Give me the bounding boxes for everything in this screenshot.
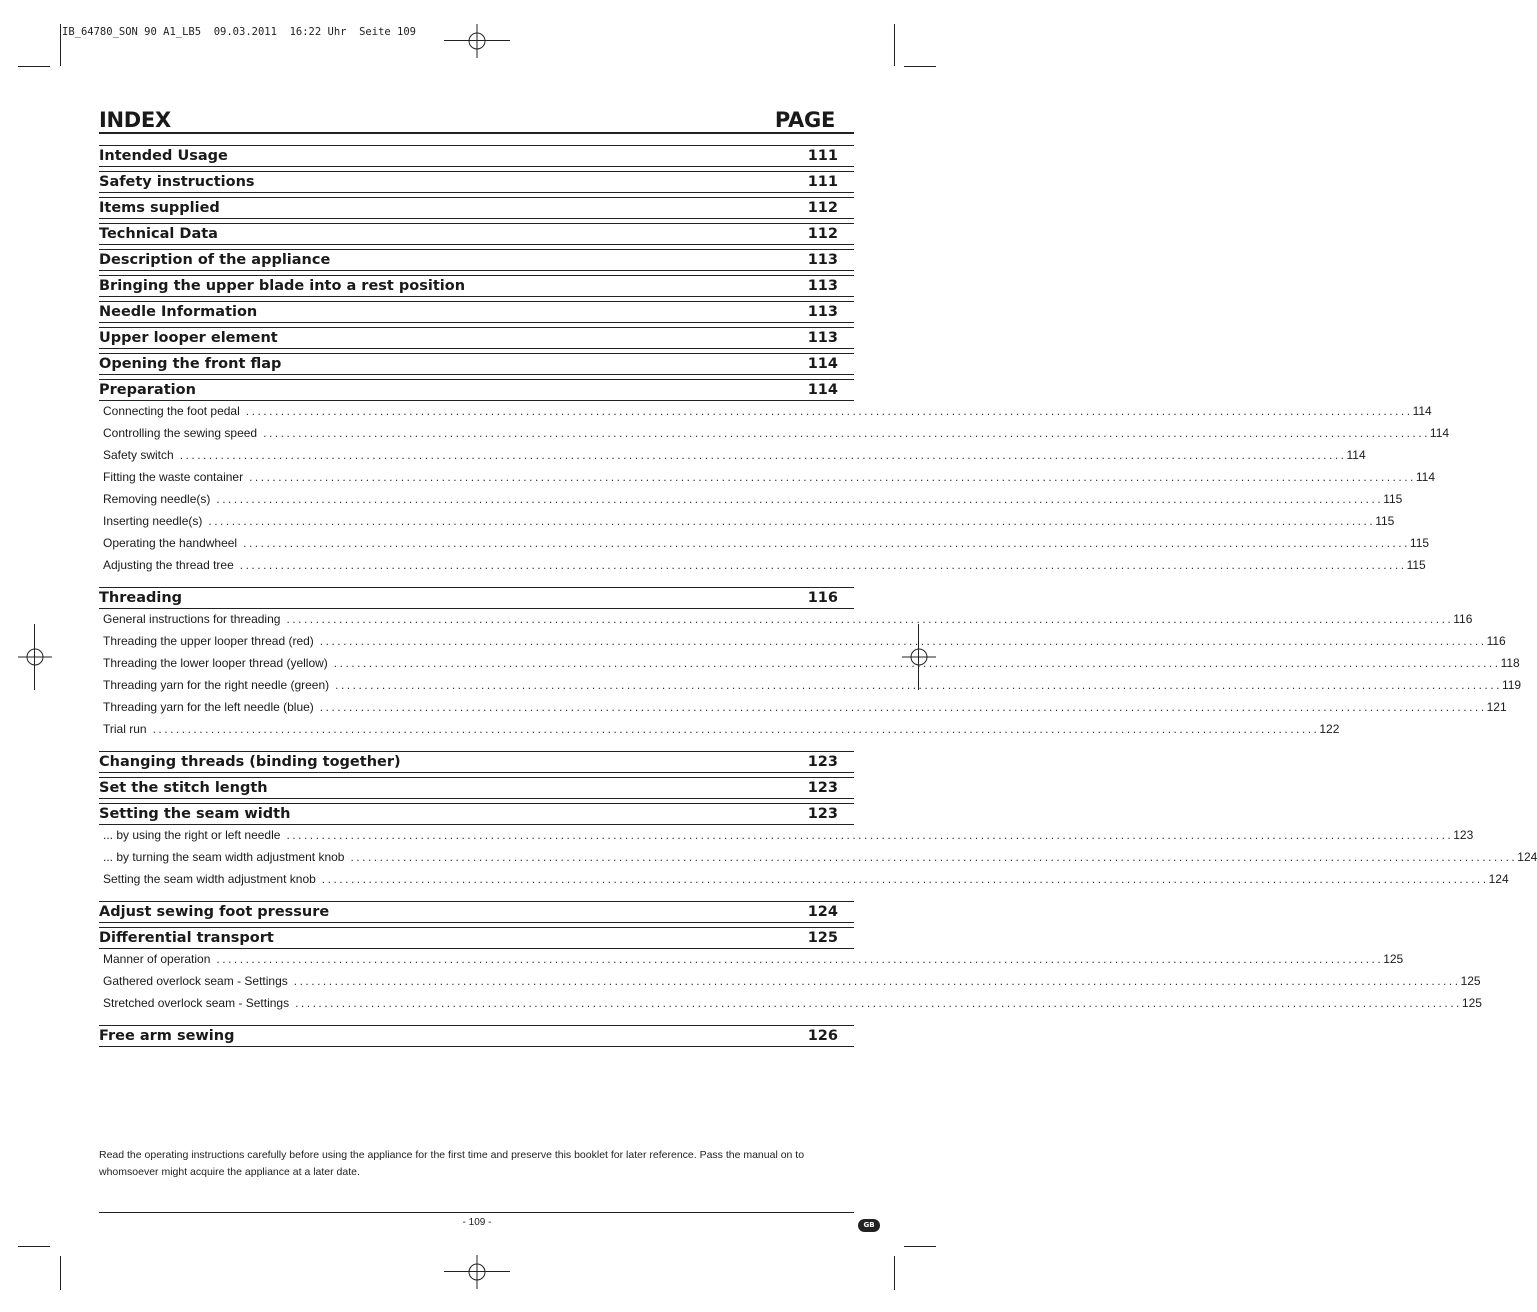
toc-sub-entry xyxy=(103,721,1340,737)
toc-sub-entry xyxy=(103,633,1506,649)
crop-mark xyxy=(894,1256,895,1290)
toc-sub-entry xyxy=(103,655,1520,671)
toc-entry-page: 113 xyxy=(807,278,838,294)
toc-entry-label: Stretched overlock seam - Settings xyxy=(103,996,290,1010)
dot-leader: ........................................................................................................................................................................................................ xyxy=(216,952,1384,966)
toc-entry-label: Connecting the foot pedal xyxy=(103,404,240,418)
toc-main-entry xyxy=(99,1025,854,1047)
toc-main-entry xyxy=(99,777,854,799)
toc-main-entry xyxy=(99,901,854,923)
toc-sub-entry xyxy=(103,491,1403,507)
toc-entry-page: 114 xyxy=(1412,404,1432,418)
toc-entry-page: 114 xyxy=(1429,426,1450,440)
toc-entry-label: Description of the appliance xyxy=(99,252,331,268)
toc-entry-page: 115 xyxy=(1383,492,1403,506)
toc-sub-entry xyxy=(103,951,1404,967)
toc-entry-label: Controlling the sewing speed xyxy=(103,426,258,440)
toc-sub-entry xyxy=(103,403,1432,419)
crop-mark xyxy=(18,66,50,67)
toc-sub-entry xyxy=(103,995,1482,1011)
footer-rule xyxy=(99,1212,854,1213)
toc-main-entry xyxy=(99,249,854,271)
toc-main-entry xyxy=(99,223,854,245)
header-rule xyxy=(99,132,854,134)
registration-mark-icon xyxy=(460,24,494,58)
toc-entry-page: 118 xyxy=(1500,656,1520,670)
registration-mark-icon xyxy=(18,640,52,674)
toc-main-entry xyxy=(99,379,854,401)
toc-main-entry xyxy=(99,803,854,825)
toc-entry-page: 114 xyxy=(807,382,838,398)
toc-entry-page: 114 xyxy=(807,356,838,372)
toc-entry-label: Threading yarn for the left needle (blue) xyxy=(103,700,314,714)
dot-leader: ........................................................................................................................................................................................................ xyxy=(286,612,1454,626)
toc-main-entry xyxy=(99,587,854,609)
toc-entry-label: Fitting the waste container xyxy=(103,470,244,484)
toc-main-entry xyxy=(99,145,854,167)
toc-entry-page: 125 xyxy=(807,930,838,946)
dot-leader: ........................................................................................................................................................................................................ xyxy=(208,514,1376,528)
index-header xyxy=(99,108,835,132)
print-slug: IB_64780_SON 90 A1_LB5 09.03.2011 16:22 Uhr Seite 109 xyxy=(62,26,417,38)
toc-entry-page: 116 xyxy=(1453,612,1473,626)
toc-main-entry xyxy=(99,353,854,375)
toc-entry-page: 123 xyxy=(1453,828,1474,842)
toc-sub-entry xyxy=(103,699,1507,715)
toc-sub-entry xyxy=(103,827,1474,843)
toc-entry-page: 123 xyxy=(807,780,838,796)
toc-entry-page: 122 xyxy=(1319,722,1340,736)
toc-sub-entry xyxy=(103,557,1426,573)
toc-sub-entry xyxy=(103,871,1509,887)
toc-sub-entry xyxy=(103,973,1481,989)
dot-leader: ........................................................................................................................................................................................................ xyxy=(333,656,1501,670)
footnote: Read the operating instructions carefully before using the appliance for the first time and preserve this booklet for later reference. Pass the manual on to whomsoever might acquire the appliance at a later date. xyxy=(99,1149,805,1178)
crop-mark xyxy=(904,1246,936,1247)
crop-mark xyxy=(904,66,936,67)
dot-leader: ........................................................................................................................................................................................................ xyxy=(243,536,1410,550)
toc-entry-label: Free arm sewing xyxy=(99,1028,235,1044)
toc-main-entry xyxy=(99,301,854,323)
toc-main-entry xyxy=(99,927,854,949)
toc-entry-label: Threading the lower looper thread (yellow) xyxy=(103,656,328,670)
toc-entry-label: Differential transport xyxy=(99,930,274,946)
toc-entry-page: 124 xyxy=(1488,872,1509,886)
toc-entry-label: Set the stitch length xyxy=(99,780,268,796)
toc-entry-label: Inserting needle(s) xyxy=(103,514,203,528)
toc-entry-label: ... by turning the seam width adjustment knob xyxy=(103,850,345,864)
toc-entry-label: Operating the handwheel xyxy=(103,536,238,550)
toc-entry-label: Items supplied xyxy=(99,200,220,216)
dot-leader: ........................................................................................................................................................................................................ xyxy=(293,974,1461,988)
toc-entry-page: 111 xyxy=(807,174,838,190)
toc-sub-entry xyxy=(103,513,1395,529)
toc-entry-label: Preparation xyxy=(99,382,196,398)
toc-entry-label: Threading yarn for the right needle (green) xyxy=(103,678,330,692)
dot-leader: ........................................................................................................................................................................................................ xyxy=(319,700,1487,714)
toc-entry-page: 113 xyxy=(807,252,838,268)
toc-entry-label: Upper looper element xyxy=(99,330,278,346)
toc-entry-page: 113 xyxy=(807,330,838,346)
toc-entry-page: 114 xyxy=(1346,448,1366,462)
crop-mark xyxy=(60,1256,61,1290)
toc-entry-page: 116 xyxy=(1486,634,1506,648)
toc-entry-label: Opening the front flap xyxy=(99,356,282,372)
toc-entry-page: 112 xyxy=(807,226,838,242)
dot-leader: ........................................................................................................................................................................................................ xyxy=(335,678,1502,692)
toc-entry-page: 125 xyxy=(1460,974,1481,988)
crop-mark xyxy=(60,24,61,66)
toc-entry-label: Adjusting the thread tree xyxy=(103,558,234,572)
registration-mark-icon xyxy=(460,1255,494,1289)
toc-entry-page: 126 xyxy=(807,1028,838,1044)
dot-leader: ........................................................................................................................................................................................................ xyxy=(321,872,1489,886)
dot-leader: ........................................................................................................................................................................................................ xyxy=(319,634,1487,648)
toc-entry-label: Adjust sewing foot pressure xyxy=(99,904,330,920)
page-column-title: PAGE xyxy=(774,108,835,132)
toc-sub-entry xyxy=(103,425,1450,441)
dot-leader: ........................................................................................................................................................................................................ xyxy=(216,492,1384,506)
toc-main-entry xyxy=(99,275,854,297)
dot-leader: ........................................................................................................................................................................................................ xyxy=(249,470,1416,484)
toc-entry-label: Bringing the upper blade into a rest position xyxy=(99,278,466,294)
toc-entry-page: 115 xyxy=(1406,558,1426,572)
dot-leader: ........................................................................................................................................................................................................ xyxy=(179,448,1347,462)
toc-entry-label: Setting the seam width xyxy=(99,806,291,822)
toc-entry-page: 115 xyxy=(1409,536,1430,550)
toc-entry-label: Gathered overlock seam - Settings xyxy=(103,974,288,988)
toc-entry-label: Manner of operation xyxy=(103,952,211,966)
toc-entry-label: Threading the upper looper thread (red) xyxy=(103,634,314,648)
toc-entry-label: Setting the seam width adjustment knob xyxy=(103,872,316,886)
dot-leader: ........................................................................................................................................................................................................ xyxy=(245,404,1413,418)
toc-entry-page: 124 xyxy=(807,904,838,920)
toc-entry-page: 125 xyxy=(1383,952,1404,966)
toc-entry-page: 116 xyxy=(807,590,838,606)
toc-entry-page: 111 xyxy=(807,148,838,164)
toc-entry-page: 119 xyxy=(1501,678,1522,692)
toc-entry-page: 123 xyxy=(807,754,838,770)
dot-leader: ........................................................................................................................................................................................................ xyxy=(263,426,1430,440)
dot-leader: ........................................................................................................................................................................................................ xyxy=(239,558,1407,572)
toc-entry-page: 113 xyxy=(807,304,838,320)
toc-sub-entry xyxy=(103,535,1430,551)
toc-entry-page: 121 xyxy=(1486,700,1507,714)
toc-entry-label: Changing threads (binding together) xyxy=(99,754,401,770)
toc-main-entry xyxy=(99,327,854,349)
toc-entry-label: General instructions for threading xyxy=(103,612,281,626)
toc-entry-label: Removing needle(s) xyxy=(103,492,211,506)
toc-entry-page: 114 xyxy=(1415,470,1436,484)
toc-entry-label: Intended Usage xyxy=(99,148,228,164)
toc-entry-label: Threading xyxy=(99,590,183,606)
toc-sub-entry xyxy=(103,849,1537,865)
toc-entry-label: ... by using the right or left needle xyxy=(103,828,281,842)
index-title: INDEX xyxy=(99,108,171,132)
toc-sub-entry xyxy=(103,447,1366,463)
toc-sub-entry xyxy=(103,611,1473,627)
toc-entry-page: 125 xyxy=(1461,996,1482,1010)
toc-entry-label: Safety instructions xyxy=(99,174,255,190)
toc-main-entry xyxy=(99,751,854,773)
dot-leader: ........................................................................................................................................................................................................ xyxy=(350,850,1518,864)
toc-entry-page: 112 xyxy=(807,200,838,216)
page-number: - 109 - xyxy=(462,1217,492,1228)
toc-entry-label: Safety switch xyxy=(103,448,174,462)
toc-sub-entry xyxy=(103,469,1436,485)
toc-sub-entry xyxy=(103,677,1522,693)
toc-entry-page: 124 xyxy=(1517,850,1537,864)
crop-mark xyxy=(894,24,895,66)
language-badge: GB xyxy=(858,1219,880,1232)
dot-leader: ........................................................................................................................................................................................................ xyxy=(295,996,1462,1010)
dot-leader: ........................................................................................................................................................................................................ xyxy=(152,722,1320,736)
toc-entry-page: 123 xyxy=(807,806,838,822)
dot-leader: ........................................................................................................................................................................................................ xyxy=(286,828,1454,842)
toc-entry-label: Needle Information xyxy=(99,304,258,320)
crop-mark xyxy=(18,1246,50,1247)
toc-entry-label: Technical Data xyxy=(99,226,218,242)
toc-entry-label: Trial run xyxy=(103,722,147,736)
toc-main-entry xyxy=(99,171,854,193)
toc-entry-page: 115 xyxy=(1375,514,1395,528)
toc-main-entry xyxy=(99,197,854,219)
